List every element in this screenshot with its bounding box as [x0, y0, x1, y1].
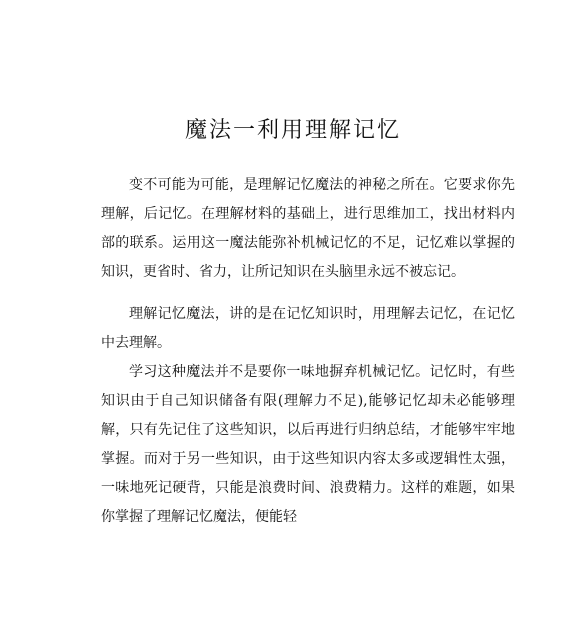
paragraph-3: 学习这种魔法并不是要你一味地摒弃机械记忆。记忆时，有些知识由于自己知识储备有限(理解力不足),能够记忆却未必能够理解，只有先记住了这些知识，以后再进行归纳总结，才能够牢牢地掌握。而对于另一些知识，由于这些知识内容太多或逻辑性太强，一味地死记硬背，只能是浪费时间、浪费精力。这样的难题，如果你掌握了理解记忆魔法，便能轻	[101, 364, 515, 525]
paragraph-1: 变不可能为可能，是理解记忆魔法的神秘之所在。它要求你先理解，后记忆。在理解材料的基础上，进行思维加工，找出材料内部的联系。运用这一魔法能弥补机械记忆的不足，记忆难以掌握的知识，更省时、省力，让所记知识在头脑里永远不被忘记。	[101, 177, 515, 280]
paragraph-2: 理解记忆魔法，讲的是在记忆知识时，用理解去记忆，在记忆中去理解。	[101, 306, 515, 351]
page-title: 魔法一利用理解记忆	[184, 118, 401, 143]
